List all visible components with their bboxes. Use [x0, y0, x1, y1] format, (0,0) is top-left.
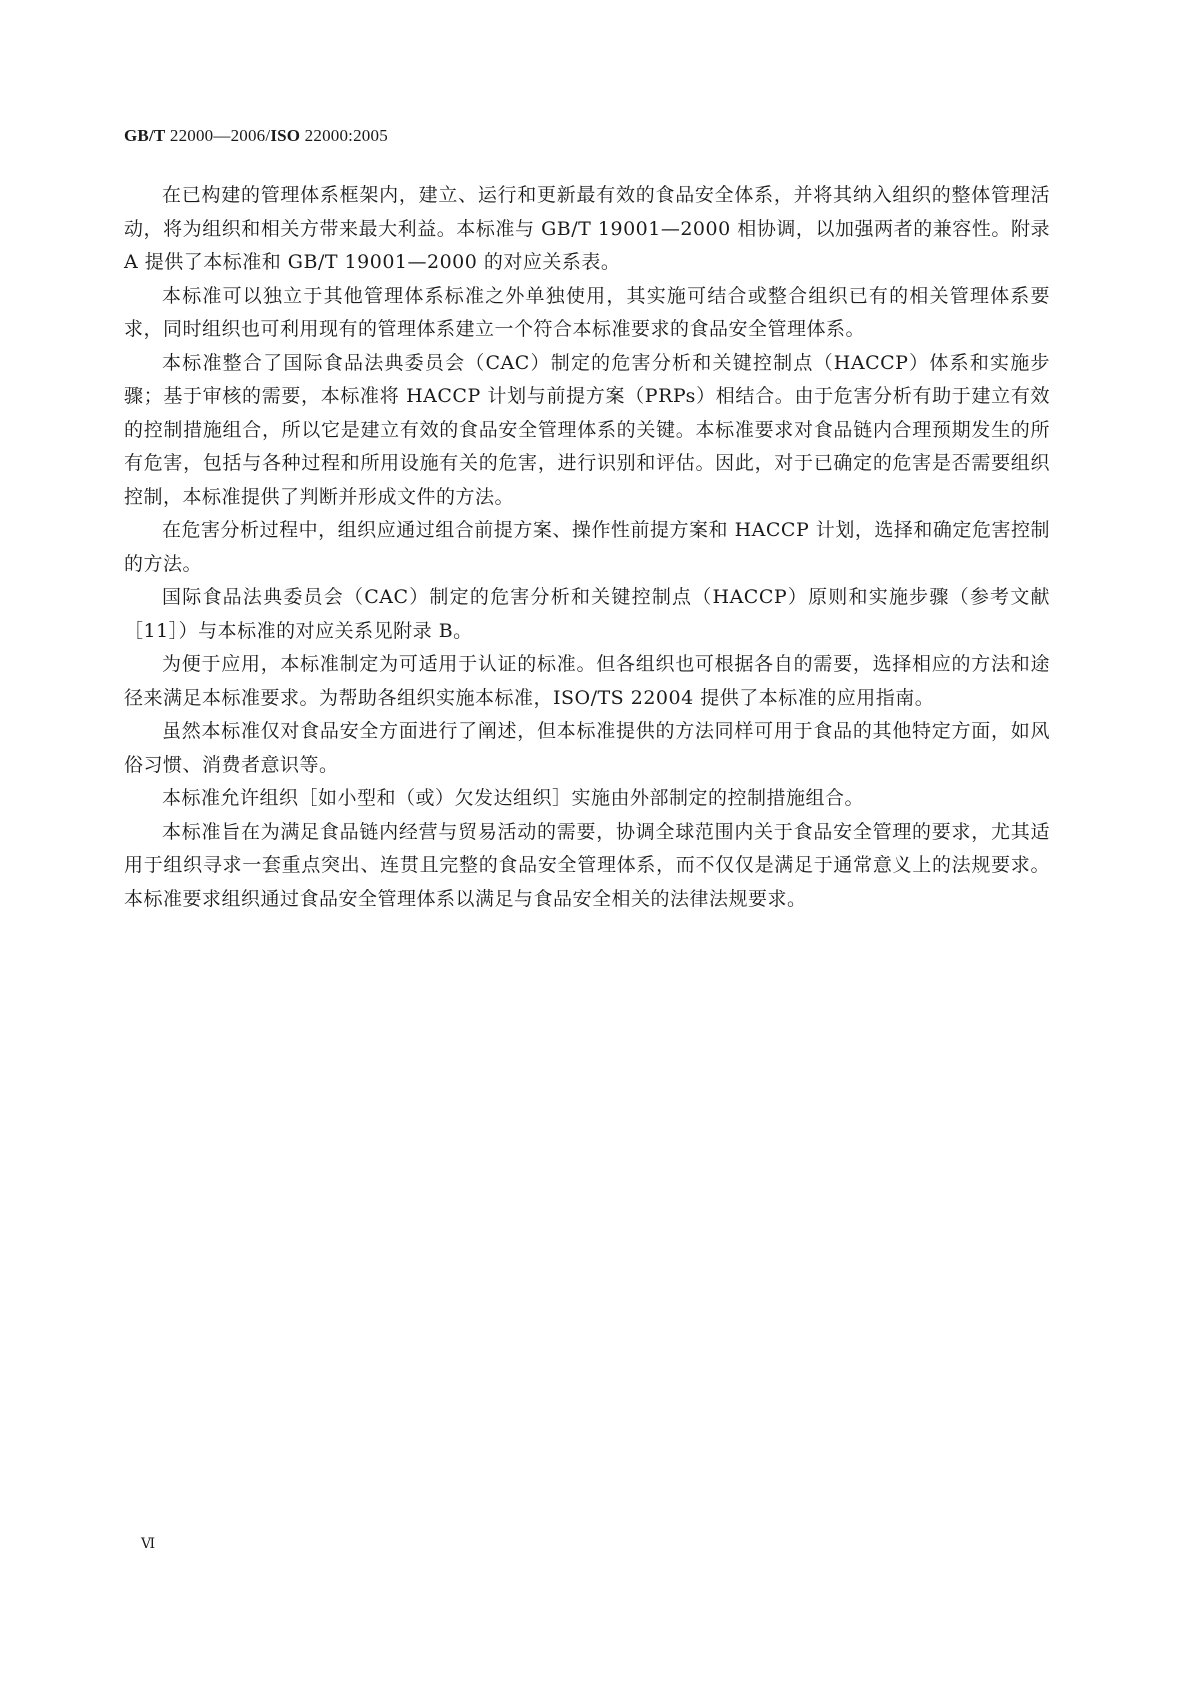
body-text: [124, 179, 1050, 916]
paragraph-3: 本标准整合了国际食品法典委员会（CAC）制定的危害分析和关键控制点（HACCP）体系和实施步骤；基于审核的需要，本标准将 HACCP 计划与前提方案（PRPs）相结合。由于危害分析有助于建立有效的控制措施组合，所以它是建立有效的食品安全管理体系的关键。本标准要求对食品链内合理预期发生的所有危害，包括与各种过程和所用设施有关的危害，进行识别和评估。因此，对于已确定的危害是否需要组织控制，本标准提供了判断并形成文件的方法。: [124, 351, 1050, 508]
iso-number: 22000:2005: [300, 126, 388, 145]
gb-prefix: GB/T: [124, 126, 166, 145]
page-number: Ⅵ: [141, 1537, 156, 1552]
paragraph-1: 在已构建的管理体系框架内，建立、运行和更新最有效的食品安全体系，并将其纳入组织的整体管理活动，将为组织和相关方带来最大利益。本标准与 GB/T 19001—2000 相协调，以加强两者的兼容性。附录 A 提供了本标准和 GB/T 19001—2000 的对应关系表。: [124, 184, 1050, 273]
paragraph-4: 在危害分析过程中，组织应通过组合前提方案、操作性前提方案和 HACCP 计划，选择和确定危害控制的方法。: [124, 519, 1050, 575]
paragraph-5: 国际食品法典委员会（CAC）制定的危害分析和关键控制点（HACCP）原则和实施步骤（参考文献［11］）与本标准的对应关系见附录 B。: [124, 586, 1050, 642]
paragraph-2: 本标准可以独立于其他管理体系标准之外单独使用，其实施可结合或整合组织已有的相关管理体系要求，同时组织也可利用现有的管理体系建立一个符合本标准要求的食品安全管理体系。: [124, 284, 1050, 340]
standard-designation-header: [124, 126, 388, 146]
paragraph-8: 本标准允许组织［如小型和（或）欠发达组织］实施由外部制定的控制措施组合。: [162, 787, 865, 809]
gb-number: 22000—2006/: [165, 126, 271, 145]
iso-prefix: ISO: [270, 126, 301, 145]
paragraph-9: 本标准旨在为满足食品链内经营与贸易活动的需要，协调全球范围内关于食品安全管理的要求，尤其适用于组织寻求一套重点突出、连贯且完整的食品安全管理体系，而不仅仅是满足于通常意义上的法规要求。本标准要求组织通过食品安全管理体系以满足与食品安全相关的法律法规要求。: [124, 820, 1050, 910]
paragraph-7: 虽然本标准仅对食品安全方面进行了阐述，但本标准提供的方法同样可用于食品的其他特定方面，如风俗习惯、消费者意识等。: [124, 720, 1050, 776]
paragraph-6: 为便于应用，本标准制定为可适用于认证的标准。但各组织也可根据各自的需要，选择相应的方法和途径来满足本标准要求。为帮助各组织实施本标准，ISO/TS 22004 提供了本标准的应用指南。: [124, 653, 1050, 709]
